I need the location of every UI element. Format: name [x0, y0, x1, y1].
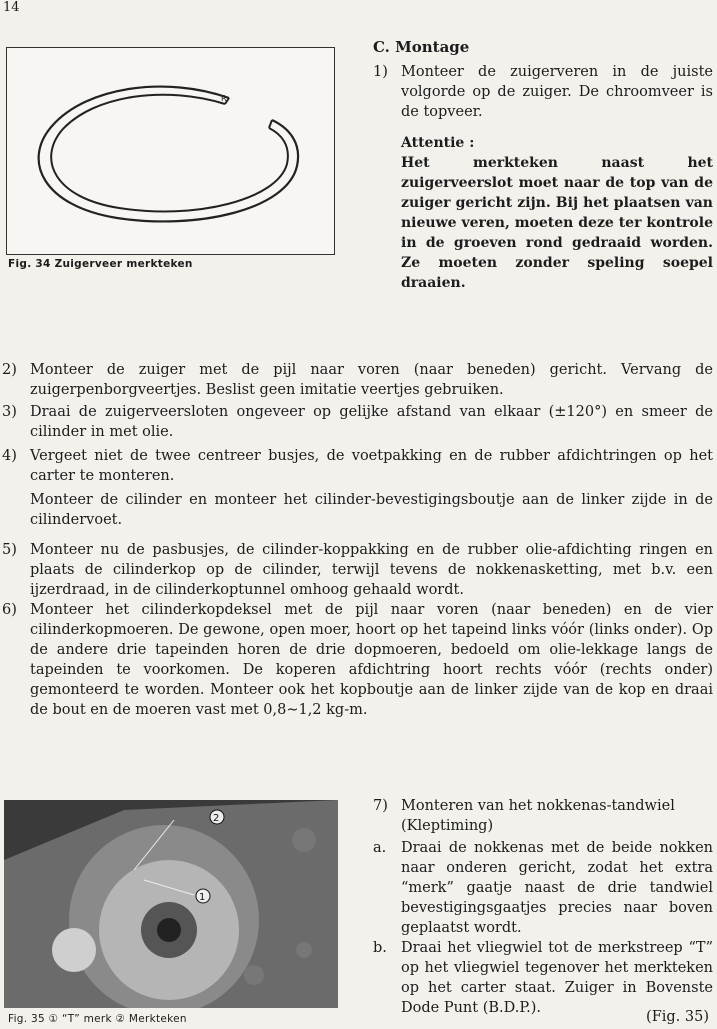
step-7a-number: a.: [373, 840, 387, 856]
piston-ring-illustration: [7, 48, 333, 253]
step-7b-number: b.: [373, 940, 387, 956]
step-text: Draai de zuigerveersloten ongeveer op gelijke afstand van elkaar (±120°) en smeer de cilinder in met olie.: [30, 404, 713, 440]
figure-34-caption: Fig. 34 Zuigerveer merkteken: [8, 258, 193, 270]
piston-ring-inner: [51, 95, 288, 212]
label-2-number: 2: [213, 813, 220, 824]
step-7a: [373, 838, 713, 938]
label-1-number: 1: [199, 892, 206, 903]
page-number: 14: [3, 0, 20, 15]
step-1-text: Monteer de zuigerveren in de juiste volgorde op de zuiger. De chroomveer is de topveer.: [401, 64, 713, 120]
step-7: [373, 796, 713, 838]
step-text: Monteer de cilinder en monteer het cilinder-bevestigingsboutje aan de linker zijde in de cilindervoet.: [30, 492, 713, 528]
step-text: Vergeet niet de twee centreer busjes, de voetpakking en de rubber afdichtringen op het carter te monteren.: [30, 448, 713, 484]
piston-ring-gap: [225, 98, 272, 128]
step-7b: [373, 938, 713, 1016]
step-number: 3): [2, 404, 17, 420]
step-number: 5): [2, 542, 17, 558]
step-5: [2, 540, 713, 602]
step-7-title: Monteren van het nokkenas-tandwiel (Kleptiming): [401, 798, 675, 834]
step-number: 6): [2, 602, 17, 618]
figure-35-engine-photo: [4, 800, 338, 1008]
step-4-continued: [2, 490, 713, 530]
step-4: [2, 446, 713, 486]
flywheel-highlight: [52, 928, 96, 972]
attention-title: Attentie :: [401, 135, 475, 151]
engine-illustration: [4, 800, 338, 1008]
step-7b-text: Draai het vliegwiel tot de merkstreep “T” op het vliegwiel tegenover het merkteken op het carter staat. Zuiger in Bovenste Dode Punt (B.D.P.).: [401, 940, 713, 1016]
step-1: [373, 62, 713, 124]
step-7a-text: Draai de nokkenas met de beide nokken naar onderen gericht, zodat het extra “merk” gaatje naast de drie tandwiel bevestigingsgaatjes precies naar boven geplaatst wordt.: [401, 840, 713, 936]
step-text: Monteer het cilinderkopdeksel met de pijl naar voren (naar beneden) en de vier cilinderkopmoeren. De gewone, open moer, hoort op het tapeind links vóór (links onder). Op de andere drie tapeinden horen de drie dopmoeren, bedoeld om olie-lekkage langs de tapeinden te voorkomen. De koperen afdichtring hoort rechts vóór (rechts onder) gemonteerd te worden. Monteer ook het kopboutje aan de linker zijde van de kop en draai de bout en de moeren vast met 0,8∼1,2 kg-m.: [30, 602, 713, 718]
step-6: [2, 600, 713, 718]
step-1-number: 1): [373, 64, 388, 80]
section-title: C. Montage: [373, 38, 470, 56]
figure-34-piston-ring: [6, 47, 335, 255]
step-3: [2, 402, 713, 442]
step-number: 2): [2, 362, 17, 378]
step-2: [2, 360, 713, 396]
step-number: 4): [2, 448, 17, 464]
step-text: Monteer de zuiger met de pijl naar voren (naar beneden) gericht. Vervang de zuigerpenborgveertjes. Beslist geen imitatie veertjes gebruiken.: [30, 362, 713, 398]
piston-ring-outer: [39, 87, 298, 222]
ring-mark-label: R: [221, 94, 227, 103]
step-7-number: 7): [373, 798, 388, 814]
step-text: Monteer nu de pasbusjes, de cilinder-koppakking en de rubber olie-afdichting ringen en plaats de cilinderkop op de cilinder, terwijl tevens de nokkenasketting, met b.v. een ijzerdraad, in de cilinderkoptunnel omhoog gehaald wordt.: [30, 542, 713, 598]
figure-reference: (Fig. 35): [646, 1009, 709, 1025]
attention-text: Het merkteken naast het zuigerveerslot moet naar de top van de zuiger gericht zijn. Bij het plaatsen van nieuwe veren, moeten deze ter kontrole in de groeven rond gedraaid worden. Ze moeten zonder speling soepel draaien.: [401, 155, 713, 291]
figure-35-caption: Fig. 35 ① “T” merk ② Merkteken: [8, 1013, 187, 1025]
